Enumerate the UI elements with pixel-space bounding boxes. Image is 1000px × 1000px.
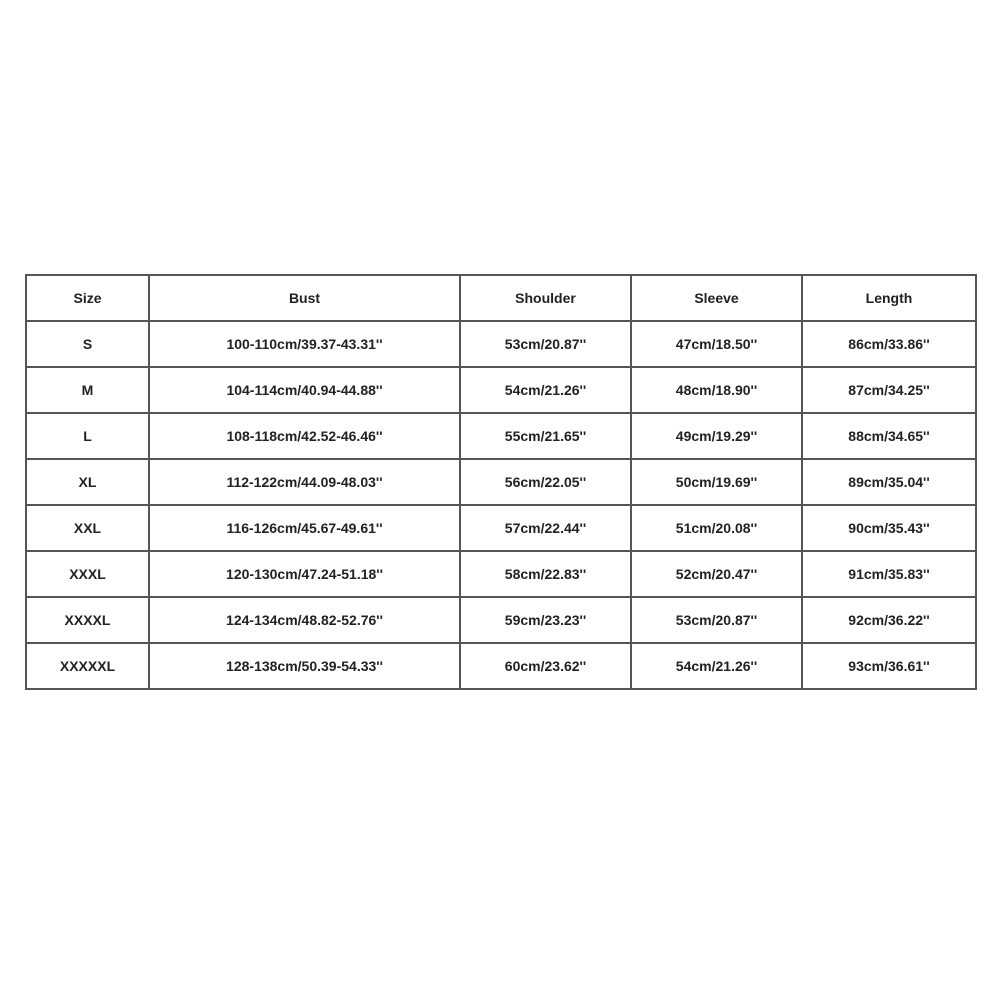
cell-bust: 104-114cm/40.94-44.88'' xyxy=(149,367,460,413)
cell-sleeve: 48cm/18.90'' xyxy=(631,367,802,413)
cell-size: XXL xyxy=(26,505,149,551)
cell-bust: 112-122cm/44.09-48.03'' xyxy=(149,459,460,505)
cell-size: M xyxy=(26,367,149,413)
header-bust: Bust xyxy=(149,275,460,321)
table-row xyxy=(26,459,976,505)
cell-shoulder: 54cm/21.26'' xyxy=(460,367,631,413)
cell-bust: 108-118cm/42.52-46.46'' xyxy=(149,413,460,459)
cell-shoulder: 58cm/22.83'' xyxy=(460,551,631,597)
cell-shoulder: 57cm/22.44'' xyxy=(460,505,631,551)
table-row xyxy=(26,643,976,689)
size-chart-body xyxy=(26,321,976,689)
cell-length: 88cm/34.65'' xyxy=(802,413,976,459)
header-size: Size xyxy=(26,275,149,321)
cell-length: 90cm/35.43'' xyxy=(802,505,976,551)
table-row xyxy=(26,505,976,551)
cell-size: XXXXL xyxy=(26,597,149,643)
cell-sleeve: 51cm/20.08'' xyxy=(631,505,802,551)
cell-shoulder: 56cm/22.05'' xyxy=(460,459,631,505)
header-shoulder: Shoulder xyxy=(460,275,631,321)
header-length: Length xyxy=(802,275,976,321)
cell-sleeve: 49cm/19.29'' xyxy=(631,413,802,459)
cell-length: 89cm/35.04'' xyxy=(802,459,976,505)
cell-shoulder: 59cm/23.23'' xyxy=(460,597,631,643)
cell-length: 86cm/33.86'' xyxy=(802,321,976,367)
cell-length: 93cm/36.61'' xyxy=(802,643,976,689)
table-row xyxy=(26,321,976,367)
cell-bust: 116-126cm/45.67-49.61'' xyxy=(149,505,460,551)
size-chart-header xyxy=(26,275,976,321)
cell-bust: 100-110cm/39.37-43.31'' xyxy=(149,321,460,367)
cell-sleeve: 53cm/20.87'' xyxy=(631,597,802,643)
cell-sleeve: 47cm/18.50'' xyxy=(631,321,802,367)
cell-bust: 120-130cm/47.24-51.18'' xyxy=(149,551,460,597)
cell-length: 87cm/34.25'' xyxy=(802,367,976,413)
table-row xyxy=(26,413,976,459)
cell-sleeve: 54cm/21.26'' xyxy=(631,643,802,689)
cell-size: XXXL xyxy=(26,551,149,597)
header-row xyxy=(26,275,976,321)
size-chart-table xyxy=(25,274,977,690)
cell-shoulder: 55cm/21.65'' xyxy=(460,413,631,459)
cell-length: 92cm/36.22'' xyxy=(802,597,976,643)
cell-sleeve: 50cm/19.69'' xyxy=(631,459,802,505)
header-sleeve: Sleeve xyxy=(631,275,802,321)
table-row xyxy=(26,551,976,597)
cell-shoulder: 53cm/20.87'' xyxy=(460,321,631,367)
cell-bust: 124-134cm/48.82-52.76'' xyxy=(149,597,460,643)
cell-size: XXXXXL xyxy=(26,643,149,689)
table-row xyxy=(26,597,976,643)
cell-size: L xyxy=(26,413,149,459)
cell-size: S xyxy=(26,321,149,367)
table-row xyxy=(26,367,976,413)
cell-shoulder: 60cm/23.62'' xyxy=(460,643,631,689)
cell-bust: 128-138cm/50.39-54.33'' xyxy=(149,643,460,689)
cell-length: 91cm/35.83'' xyxy=(802,551,976,597)
cell-sleeve: 52cm/20.47'' xyxy=(631,551,802,597)
cell-size: XL xyxy=(26,459,149,505)
